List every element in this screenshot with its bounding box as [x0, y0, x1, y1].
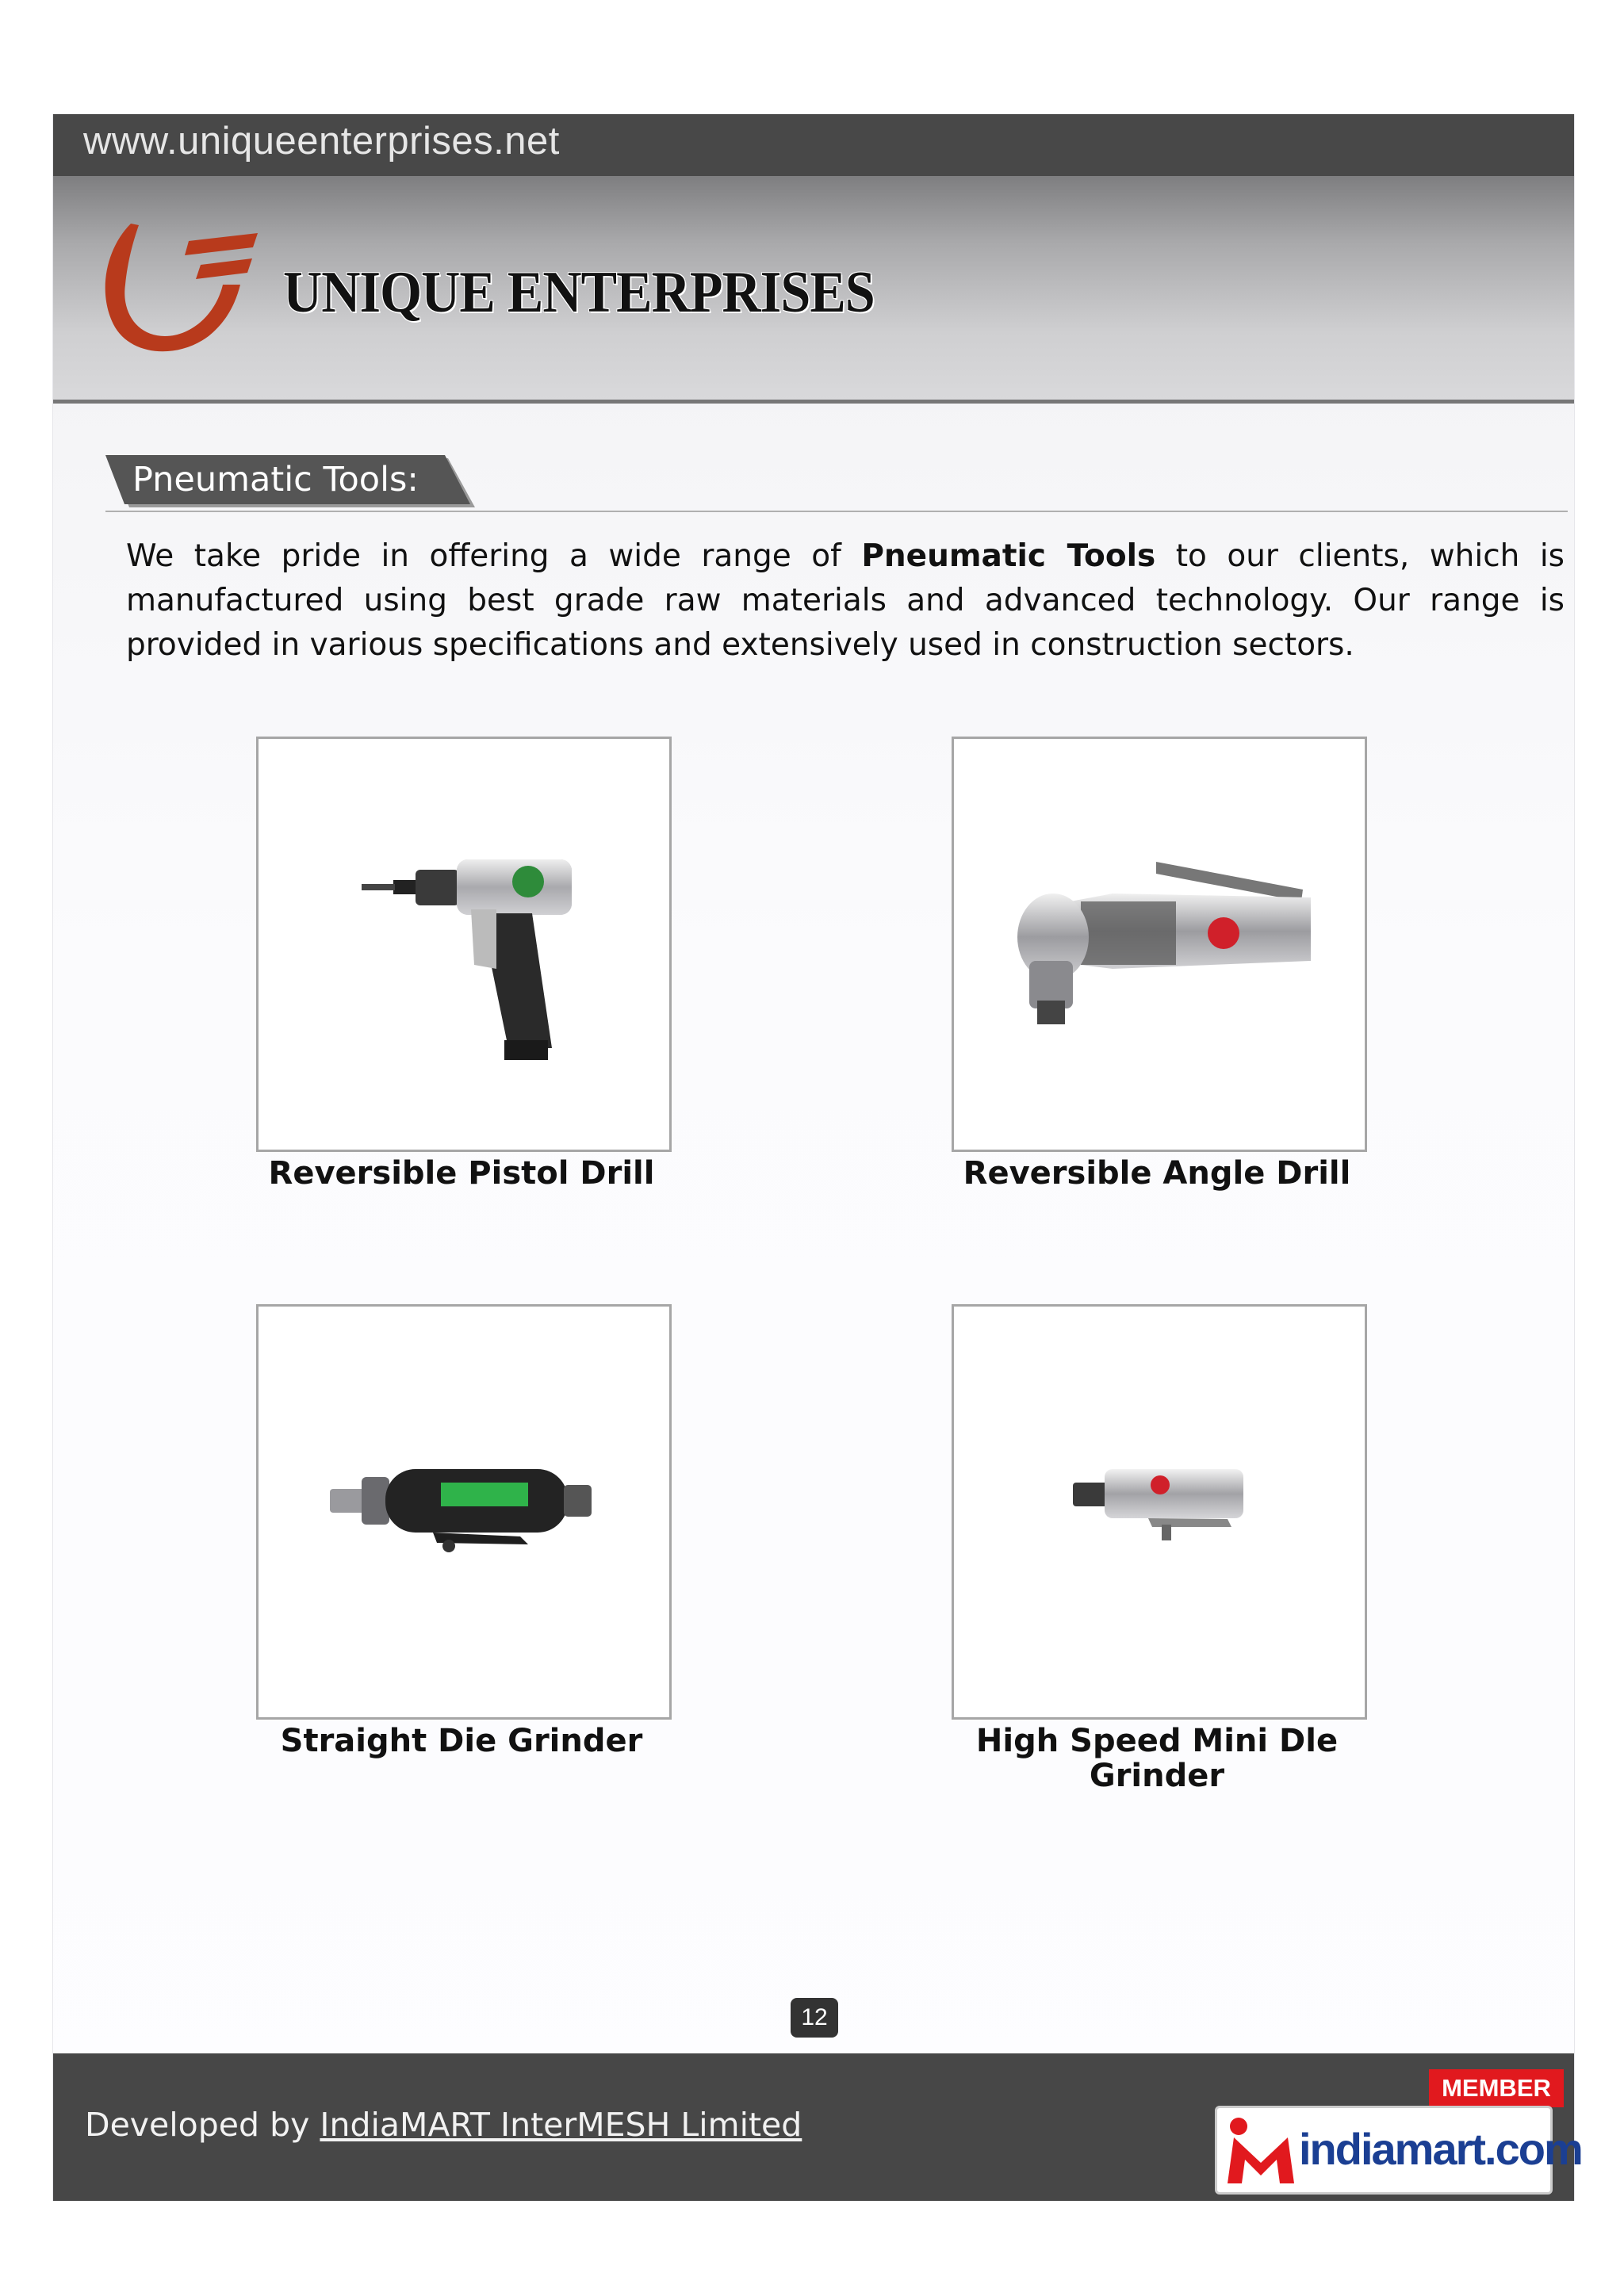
developer-link[interactable]: IndiaMART InterMESH Limited — [320, 2106, 802, 2144]
product-caption-3: Straight Die Grinder — [280, 1723, 643, 1759]
intro-text-end: to our clients, which is manufactured using best grade raw materials and advanced technology. Our range is provided in various specifications and extensively used in construction sectors. — [126, 538, 1565, 663]
intro-paragraph — [126, 534, 1565, 668]
intro-text-start: We take pride in offering a wide range of — [126, 538, 862, 574]
intro-text-bold: Pneumatic Tools — [861, 538, 1156, 574]
developed-by-label: Developed by — [85, 2106, 320, 2144]
product-card-angle-drill[interactable] — [952, 737, 1367, 1152]
mini-die-grinder-icon — [954, 1307, 1365, 1717]
member-label: MEMBER — [1429, 2069, 1564, 2107]
product-caption-1: Reversible Pistol Drill — [268, 1155, 655, 1192]
section-heading-tab — [105, 455, 478, 509]
angle-drill-icon — [954, 739, 1365, 1150]
page-number: 12 — [791, 1998, 838, 2038]
site-url[interactable]: www.uniqueenterprises.net — [83, 120, 560, 163]
product-card-straight-die-grinder[interactable] — [256, 1304, 672, 1720]
product-card-mini-die-grinder[interactable] — [952, 1304, 1367, 1720]
top-bar — [53, 114, 1574, 176]
straight-die-grinder-icon — [259, 1307, 669, 1717]
brand-name: UNIQUE ENTERPRISES — [283, 260, 875, 325]
product-card-pistol-drill[interactable] — [256, 737, 672, 1152]
product-caption-4: High Speed Mini Dle Grinder — [975, 1723, 1339, 1794]
indiamart-member-badge[interactable] — [1215, 2066, 1582, 2193]
footer-bar — [53, 2053, 1582, 2201]
section-title: Pneumatic Tools: — [132, 460, 419, 499]
product-caption-2: Reversible Angle Drill — [963, 1155, 1351, 1192]
developer-credit — [85, 2106, 802, 2144]
indiamart-m-logo-icon — [1221, 2114, 1300, 2187]
pistol-drill-icon — [259, 739, 669, 1150]
brochure-page — [52, 114, 1582, 2201]
section-divider — [105, 511, 1568, 512]
indiamart-logo-text: indiamart.com — [1299, 2124, 1582, 2174]
company-logo-icon — [90, 217, 264, 368]
header-banner — [53, 176, 1574, 404]
